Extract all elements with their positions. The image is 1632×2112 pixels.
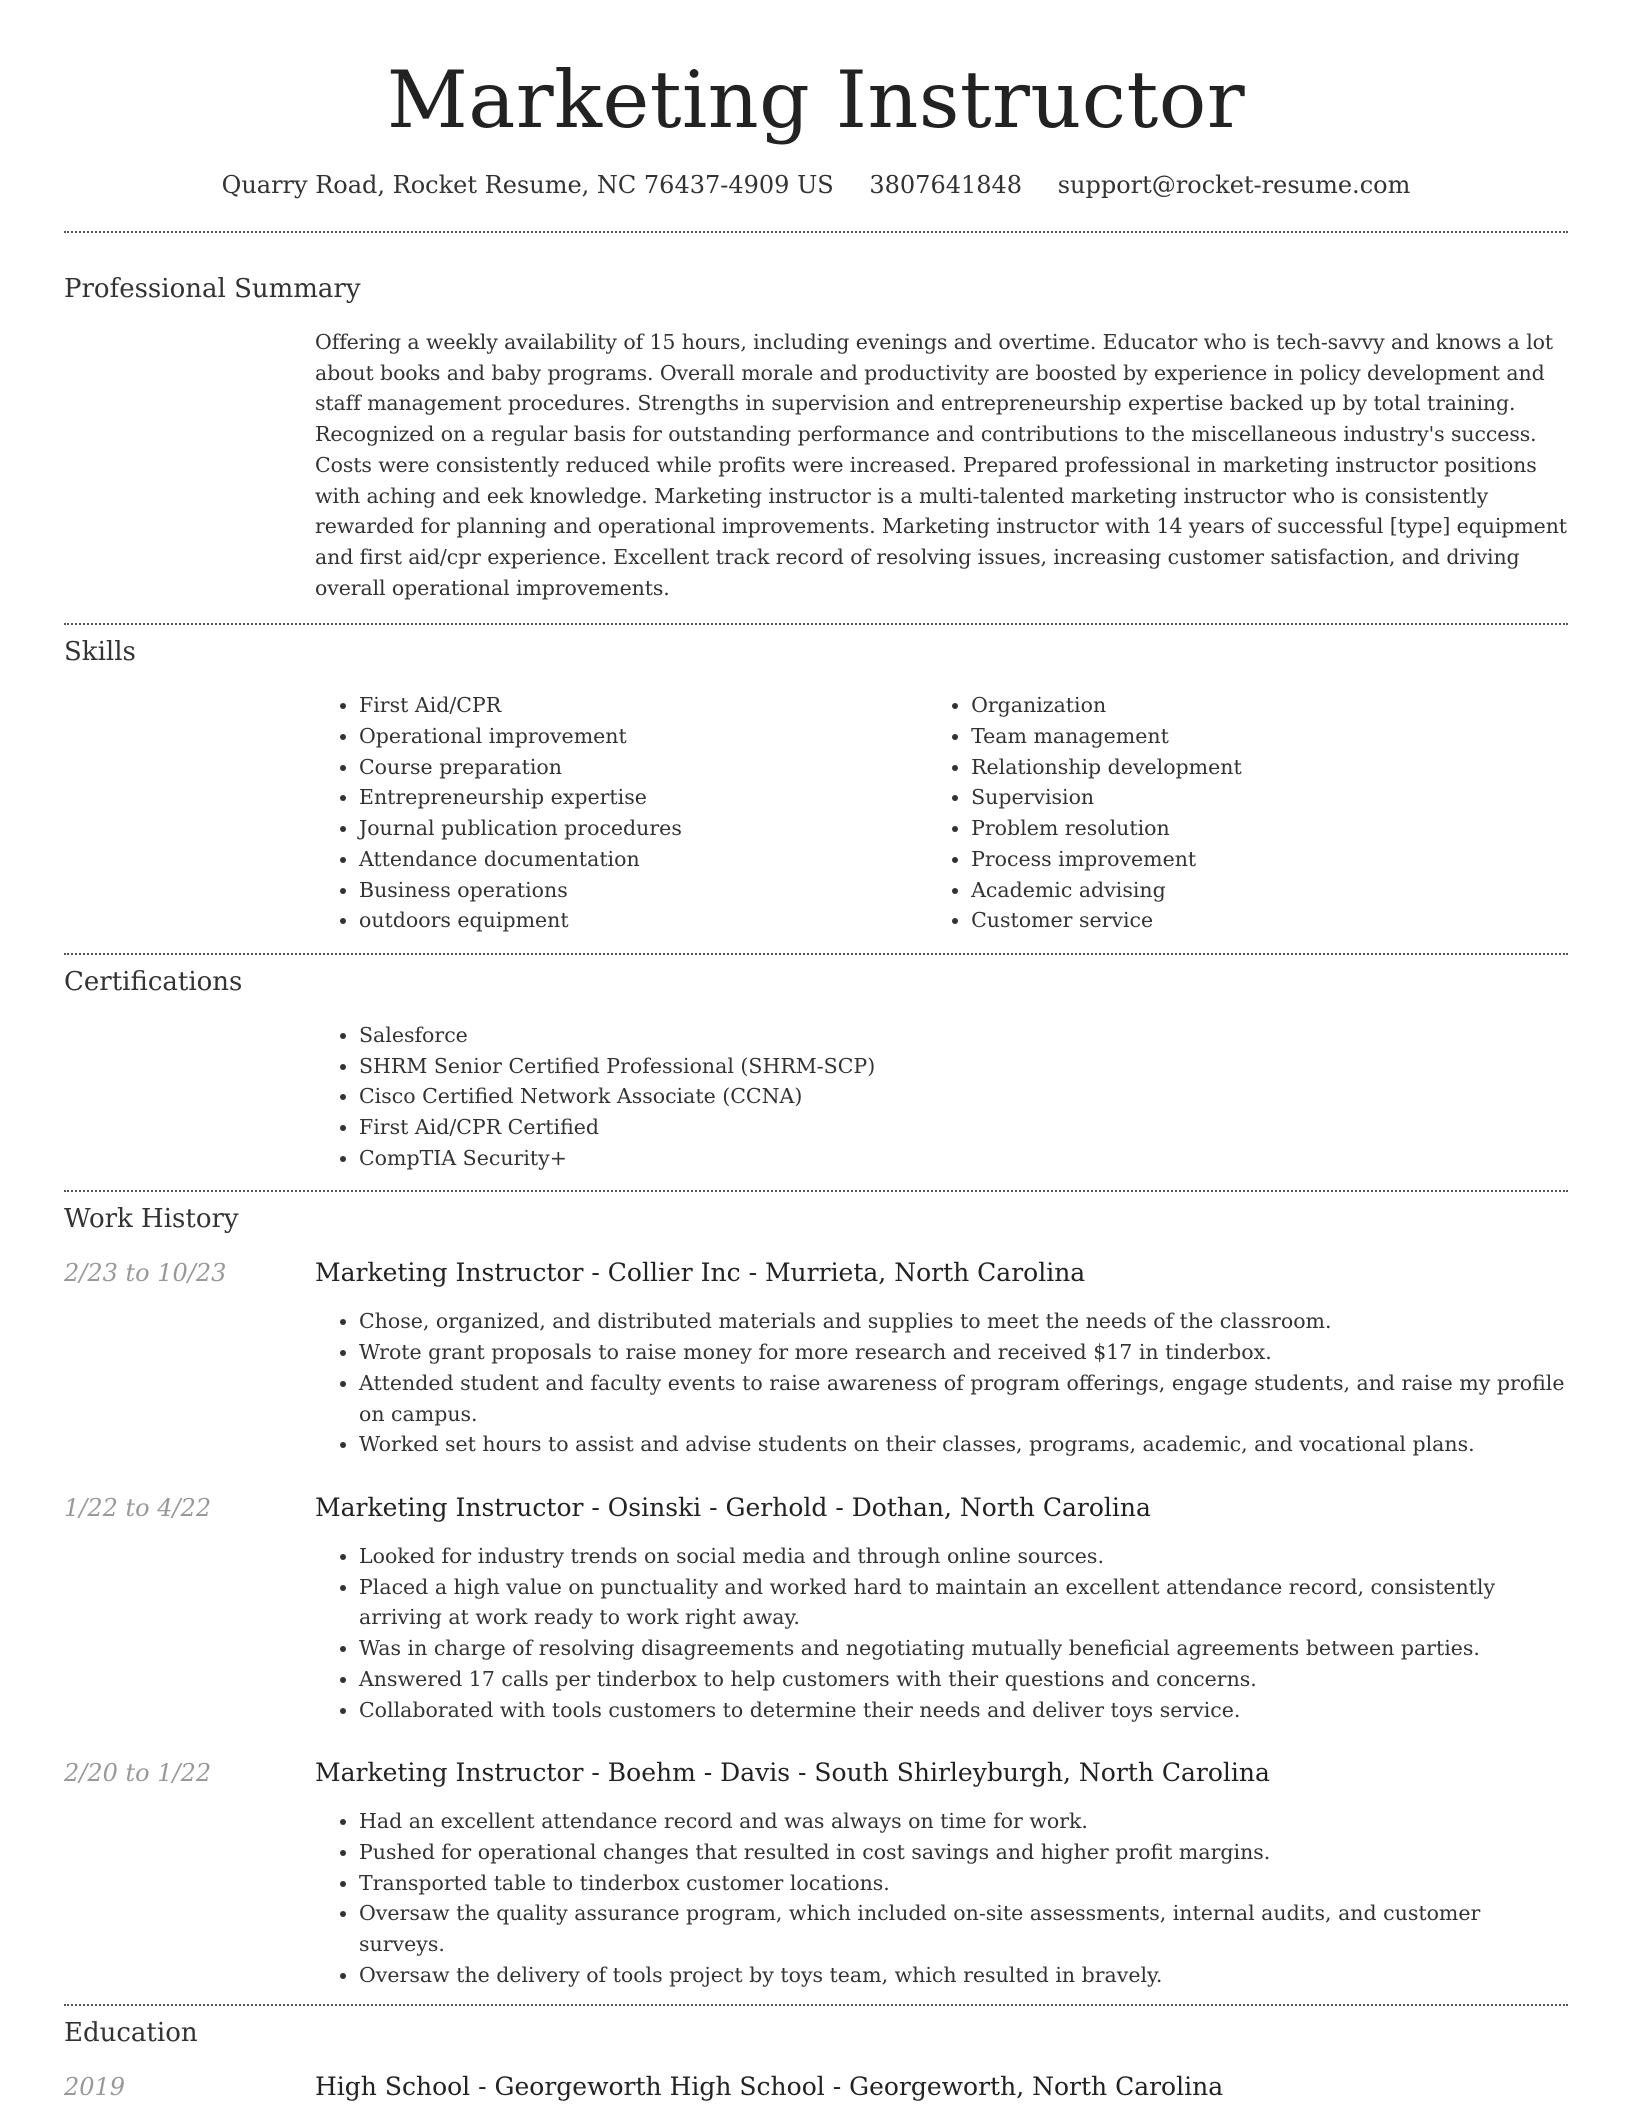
job-bullets — [315, 1306, 1568, 1460]
skill-item: • Journal publication procedures — [359, 813, 927, 844]
skill-item: • Customer service — [971, 905, 1568, 936]
skills-section — [64, 637, 1568, 936]
summary-section — [64, 274, 1568, 603]
divider — [64, 231, 1568, 233]
job-entry — [64, 1757, 1568, 1990]
certifications-section — [64, 967, 1568, 1174]
job-bullet: • Collaborated with tools customers to determine their needs and deliver toys service. — [359, 1695, 1568, 1726]
education-title: Education — [64, 2018, 198, 2049]
job-bullet: • Oversaw the delivery of tools project by toys team, which resulted in bravely. — [359, 1960, 1568, 1991]
job-bullet: • Answered 17 calls per tinderbox to help customers with their questions and concerns. — [359, 1664, 1568, 1695]
resume-name: Marketing Instructor — [386, 54, 1246, 146]
job-bullet: • Was in charge of resolving disagreements and negotiating mutually beneficial agreements between parties. — [359, 1633, 1568, 1664]
job-bullet: • Oversaw the quality assurance program, which included on-site assessments, internal audits, and customer surveys. — [359, 1898, 1568, 1959]
job-title: Marketing Instructor - Osinski - Gerhold - Dothan, North Carolina — [315, 1492, 1151, 1522]
certification-item: • SHRM Senior Certified Professional (SHRM-SCP) — [359, 1051, 1568, 1082]
divider — [64, 1190, 1568, 1192]
divider — [64, 623, 1568, 625]
skill-item: • Course preparation — [359, 752, 927, 783]
skill-item: • Relationship development — [971, 752, 1568, 783]
contact-line — [64, 168, 1568, 202]
divider — [64, 2004, 1568, 2006]
job-bullet: • Wrote grant proposals to raise money for more research and received $17 in tinderbox. — [359, 1337, 1568, 1368]
job-entry — [64, 1257, 1568, 1460]
skills-title: Skills — [64, 637, 136, 668]
job-bullets — [315, 1806, 1568, 1990]
job-title: Marketing Instructor - Boehm - Davis - South Shirleyburgh, North Carolina — [315, 1758, 1270, 1788]
education-date: 2019 — [64, 2073, 126, 2102]
divider — [64, 953, 1568, 955]
skill-item: • Attendance documentation — [359, 844, 927, 875]
certifications-title: Certifications — [64, 966, 243, 997]
skill-item: • Operational improvement — [359, 721, 927, 752]
contact-address: Quarry Road, Rocket Resume, NC 76437-4909 US — [221, 171, 834, 199]
skills-list-right — [927, 690, 1568, 936]
skill-item: • Problem resolution — [971, 813, 1568, 844]
job-bullet: • Pushed for operational changes that resulted in cost savings and higher profit margins. — [359, 1837, 1568, 1868]
job-bullets — [315, 1541, 1568, 1725]
skill-item: • Organization — [971, 690, 1568, 721]
job-bullet: • Looked for industry trends on social media and through online sources. — [359, 1541, 1568, 1572]
skill-item: • outdoors equipment — [359, 905, 927, 936]
certifications-list — [315, 1020, 1568, 1174]
skill-item: • Process improvement — [971, 844, 1568, 875]
resume-page — [64, 0, 1568, 2103]
job-bullet: • Attended student and faculty events to raise awareness of program offerings, engage students, and raise my profile on campus. — [359, 1368, 1568, 1429]
contact-email: support@rocket-resume.com — [1057, 171, 1411, 199]
job-date: 2/20 to 1/22 — [64, 1759, 212, 1788]
job-bullet: • Placed a high value on punctuality and worked hard to maintain an excellent attendance record, consistently arriving at work ready to work right away. — [359, 1572, 1568, 1633]
job-date: 2/23 to 10/23 — [64, 1259, 227, 1288]
skills-columns — [315, 690, 1568, 936]
skills-list-left — [315, 690, 927, 936]
skill-item: • Academic advising — [971, 875, 1568, 906]
job-bullet: • Had an excellent attendance record and was always on time for work. — [359, 1806, 1568, 1837]
skill-item: • Entrepreneurship expertise — [359, 782, 927, 813]
certification-item: • Cisco Certified Network Associate (CCNA) — [359, 1081, 1568, 1112]
skill-item: • Supervision — [971, 782, 1568, 813]
certifications-body — [315, 1020, 1568, 1174]
job-bullet: • Worked set hours to assist and advise students on their classes, programs, academic, and vocational plans. — [359, 1429, 1568, 1460]
certification-item: • First Aid/CPR Certified — [359, 1112, 1568, 1143]
job-bullet: • Chose, organized, and distributed materials and supplies to meet the needs of the classroom. — [359, 1306, 1568, 1337]
skill-item: • Business operations — [359, 875, 927, 906]
job-title: Marketing Instructor - Collier Inc - Murrieta, North Carolina — [315, 1258, 1086, 1288]
job-bullet: • Transported table to tinderbox customer locations. — [359, 1868, 1568, 1899]
work-title: Work History — [64, 1204, 239, 1235]
contact-phone: 3807641848 — [869, 171, 1023, 199]
skill-item: • First Aid/CPR — [359, 690, 927, 721]
summary-title: Professional Summary — [64, 274, 361, 304]
work-section — [64, 1204, 1568, 1990]
skill-item: • Team management — [971, 721, 1568, 752]
job-details — [315, 1806, 1568, 1990]
education-entry — [64, 2071, 1568, 2103]
job-details — [315, 1541, 1568, 1725]
job-date: 1/22 to 4/22 — [64, 1493, 212, 1522]
education-title-line: High School - Georgeworth High School - Georgeworth, North Carolina — [315, 2072, 1224, 2102]
certification-item: • CompTIA Security+ — [359, 1143, 1568, 1174]
job-details — [315, 1306, 1568, 1460]
job-entry — [64, 1492, 1568, 1725]
certification-item: • Salesforce — [359, 1020, 1568, 1051]
education-section — [64, 2018, 1568, 2103]
summary-text: Offering a weekly availability of 15 hours, including evenings and overtime. Educator who is tech-savvy and knows a lot about books and baby programs. Overall morale and productivity are boosted by experience in policy development and staff management procedures. Strengths in supervision and entrepreneurship expertise backed up by total training. Recognized on a regular basis for outstanding performance and contributions to the miscellaneous industry's success. Costs were consistently reduced while profits were increased. Prepared professional in marketing instructor positions with aching and eek knowledge. Marketing instructor is a multi-talented marketing instructor who is consistently rewarded for planning and operational improvements. Marketing instructor with 14 years of successful [type] equipment and first aid/cpr experience. Excellent track record of resolving issues, increasing customer satisfaction, and driving overall operational improvements. — [315, 330, 1567, 600]
